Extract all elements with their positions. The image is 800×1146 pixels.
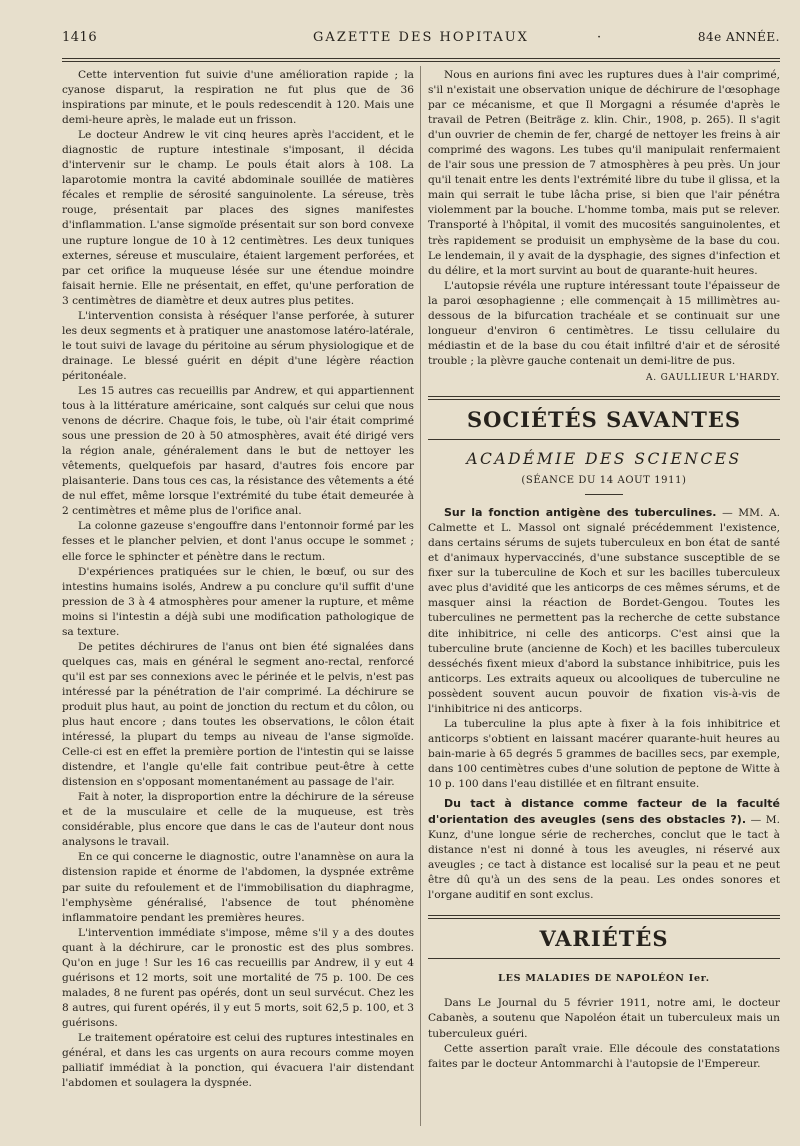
paragraph: Le docteur Andrew le vit cinq heures après l'accident, et le diagnostic de rupture intestinale s'imposant, il décida d'intervenir sur le champ. Le pouls était alors à 108. La laparotomie montra la cavité abdominale souillée de matières fécales et remplie de sérosité sanguinolente. La séreuse, très rouge, présentait par places des signes manifestes d'inflammation. L'anse sigmoïde présentait sur son bord convexe une rupture longue de 10 à 12 centimètres. Les deux tuniques externes, séreuse et musculaire, étaient largement perforées, et par cet orifice la muqueuse lésée sur une étendue moindre faisait hernie. Elle ne présentait, en effet, qu'une perforation de 3 centimètres de diamètre et deux autres plus petites.: [62, 129, 414, 307]
paragraph: Les 15 autres cas recueillis par Andrew, et qui appartiennent tous à la littérature américaine, sont calqués sur celui que nous venons de décrire. Chaque fois, le tube, où l'air était comprimé sous une pression de 20 à 50 atmosphères, avait été dirigé vers la région anale, généralement dans le but de nettoyer les vêtements, quelquefois par hasard, d'autres fois encore par plaisanterie. Dans tous ces cas, la résistance des vêtements a été de nul effet, même lorsque l'extrémité du tube était demeurée à 2 centimètres et même plus de l'orifice anal.: [62, 384, 414, 518]
paragraph: Cette assertion paraît vraie. Elle découle des constatations faites par le docteur Antommarchi à l'autopsie de l'Empereur.: [428, 1042, 780, 1070]
paragraph: D'expériences pratiquées sur le chien, le bœuf, ou sur des intestins humains isolés, Andrew a pu conclure qu'il suffit d'une pression de 3 à 4 atmosphères pour amener la rupture, et même moins si l'intestin a déjà subi une modification pathologique de sa texture.: [62, 565, 414, 638]
left-column: [62, 68, 414, 1091]
column-divider: [420, 66, 421, 1126]
right-column: [428, 68, 780, 1072]
author-signature: A. GAULLIEUR L'HARDY.: [645, 372, 780, 383]
paragraph: L'autopsie révéla une rupture intéressant toute l'épaisseur de la paroi œsophagienne ; elle commençait à 15 millimètres au-dessous de la bifurcation trachéale et se continuait sur une longueur d'environ 6 centimètres. Le tissu cellulaire du médiastin et de la base du cou était infiltré d'air et de sérosité trouble ; la plèvre gauche contenait un demi-litre de pus.: [428, 279, 780, 367]
article-tact: [428, 796, 780, 903]
varietes-subhead: LES MALADIES DE NAPOLÉON Ier.: [498, 973, 710, 985]
seance-date: (SÉANCE DU 14 AOUT 1911): [521, 475, 687, 487]
paragraph: De petites déchirures de l'anus ont bien été signalées dans quelques cas, mais en général le segment ano-rectal, renforcé qu'il est par ses connexions avec le périnée et le pelvis, n'est pas intéressé par la pénétration de l'air comprimé. La déchirure se produit plus haut, au point de jonction du rectum et du côlon, ou plus haut encore ; dans toutes les observations, le côlon était intéressé, la plupart du temps au niveau de l'anse sigmoïde. Celle-ci est en effet la première portion de l'intestin qui se laisse distendre, et l'angle qu'elle fait contribue peut-être à cette distension en s'opposant momentanément au passage de l'air.: [62, 640, 414, 789]
article-text: ont signalé précédemment l'existence, dans certains sérums de sujets tuberculeux en bon état de santé et d'animaux hypervaccinés, d'une substance susceptible de se fixer sur la tuberculine de Koch et sur les bacilles tuberculeux avec plus d'avidité que les anticorps de ces mêmes sérums, et de masquer ainsi la réaction de Bordet-Gengou. Toutes les tuberculines ne permettent pas la recherche de cette substance dite inhibitrice, ni celle des anticorps. C'est ainsi que la tuberculine brute (ancienne de Koch) et les bacilles tuberculeux desséchés fixent mieux d'abord la substance inhibitrice, puis les anticorps. Les extraits aqueux ou alcooliques de tuberculine ne possèdent souvent aucun pouvoir de fixation vis-à-vis de l'inhibitrice ni des anticorps.: [428, 522, 780, 715]
article-lead: Sur la fonction antigène des tuberculines.: [444, 506, 717, 520]
page-number: 1416: [62, 30, 98, 45]
section-rule: [428, 915, 780, 919]
paragraph: Cette intervention fut suivie d'une amélioration rapide ; la cyanose disparut, la respiration ne fut plus que de 36 inspirations par minute, et le pouls redescendit à 120. Mais une demi-heure après, le malade eut un frisson.: [62, 69, 414, 127]
journal-title: GAZETTE DES HOPITAUX: [313, 30, 529, 45]
year-label: 84e ANNÉE.: [697, 30, 780, 44]
paragraph: La tuberculine la plus apte à fixer à la fois inhibitrice et anticorps s'obtient en laissant macérer quarante-huit heures au bain-marie à 65 degrés 5 grammes de bacilles secs, par exemple, dans 100 centimètres cubes d'une solution de peptone de Witte à 10 p. 100 dans l'eau distillée et en filtrant ensuite.: [428, 717, 780, 790]
section-rule: [428, 396, 780, 400]
short-rule: [585, 494, 623, 495]
running-head: [62, 30, 780, 48]
paragraph: Nous en aurions fini avec les ruptures dues à l'air comprimé, s'il n'existait une observation unique de déchirure de l'œsophage par ce mécanisme, et que Il Morgagni a résumée d'après le travail de Petren (Beiträge z. klin. Chir., 1908, p. 265). Il s'agit d'un ouvrier de chemin de fer, chargé de nettoyer les freins à air comprimé des wagons. Les tubes qu'il manipulait renfermaient de l'air sous une pression de 7 atmosphères à peu près. Un jour qu'il tenait entre les dents l'extrémité libre du tube il glissa, et la main qui serrait le tube lâcha prise, si bien que l'air pénétra violemment par la bouche. L'homme tomba, mais put se relever. Transporté à l'hôpital, il vomit des mucosités sanguinolentes, et très rapidement se produisit un emphysème de la base du cou. Le lendemain, il y avait de la dysphagie, des signes d'infection et du délire, et la mort survint au bout de quarante-huit heures.: [428, 69, 780, 277]
header-rule: [62, 58, 780, 62]
section-rule-thin: [428, 439, 780, 440]
paragraph: En ce qui concerne le diagnostic, outre l'anamnèse on aura la distension rapide et énorme de l'abdomen, la dyspnée extrême par suite du refoulement et de l'immobilisation du diaphragme, l'emphysème généralisé, l'absence de tout phénomène inflammatoire pendant les premières heures.: [62, 851, 414, 924]
article-authors: — M. Kunz,: [428, 814, 781, 842]
academie-heading: ACADÉMIE DES SCIENCES: [466, 450, 742, 469]
article-tuberculines: [428, 505, 780, 717]
paragraph: Fait à noter, la disproportion entre la déchirure de la séreuse et de la musculaire et celle de la muqueuse, est très considérable, plus encore que dans le cas de l'auteur dont nous analysons le travail.: [62, 791, 414, 849]
article-authors: — MM. A. Calmette et L. Massol: [428, 507, 780, 535]
paragraph: L'intervention consista à réséquer l'anse perforée, à suturer les deux segments et à pratiquer une anastomose latéro-latérale, le tout suivi de lavage du péritoine au sérum physiologique et de drainage. Le blessé guérit en dépit d'une légère réaction péritonéale.: [62, 309, 414, 382]
header-separator: ·: [597, 30, 602, 45]
article-lead: Du tact à distance comme facteur de la faculté d'orientation des aveugles (sens des obstacles ?).: [428, 797, 780, 827]
section-rule-thin: [428, 958, 780, 959]
paragraph: Le traitement opératoire est celui des ruptures intestinales en général, et dans les cas urgents on aura recours comme moyen palliatif immédiat à la ponction, qui évacuera l'air distendant l'abdomen et soulagera la dyspnée.: [62, 1032, 414, 1090]
paragraph: La colonne gazeuse s'engouffre dans l'entonnoir formé par les fesses et le plancher pelvien, et dont l'anus occupe le sommet ; elle force le sphincter et pénètre dans le rectum.: [62, 520, 414, 563]
section-title-varietes: VARIÉTÉS: [539, 926, 669, 952]
article-text: d'une longue série de recherches, conclut que le tact à distance n'est ni donné à tous les aveugles, ni réservé aux aveugles ; ce tact à distance est localisé sur la peau et ne peut être dû qu'à un des sens de la peau. Les ondes sonores et l'organe auditif en sont exclus.: [428, 829, 780, 902]
paragraph: L'intervention immédiate s'impose, même s'il y a des doutes quant à la déchirure, car le pronostic est des plus sombres. Qu'on en juge ! Sur les 16 cas recueillis par Andrew, il y eut 4 guérisons et 12 morts, soit une mortalité de 75 p. 100. De ces malades, 8 ne furent pas opérés, dont un seul survécut. Chez les 8 autres, qui furent opérés, il y eut 5 morts, soit 62,5 p. 100, et 3 guérisons.: [62, 926, 414, 1029]
section-title-societes: SOCIÉTÉS SAVANTES: [467, 406, 741, 432]
paragraph: Dans Le Journal du 5 février 1911, notre ami, le docteur Cabanès, a soutenu que Napoléon était un tuberculeux mais un tuberculeux guéri.: [428, 997, 780, 1040]
